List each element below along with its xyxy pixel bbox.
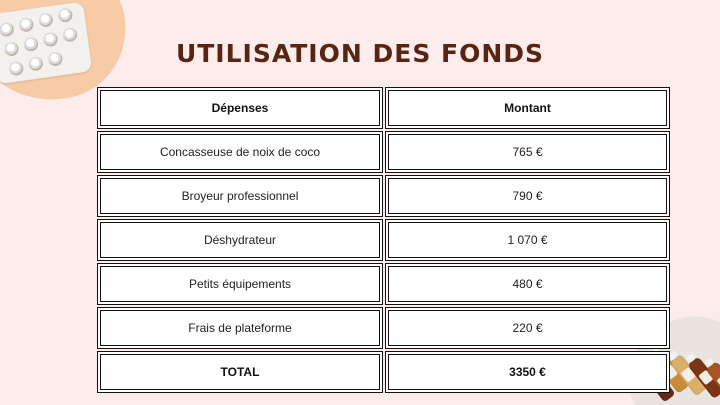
table-header-row bbox=[97, 87, 670, 129]
header-expense: Dépenses bbox=[97, 87, 383, 129]
expense-cell: Frais de plateforme bbox=[97, 307, 383, 349]
table-row bbox=[97, 307, 670, 349]
amount-cell: 480 € bbox=[385, 263, 670, 305]
amount-cell: 1 070 € bbox=[385, 219, 670, 261]
expense-cell: Déshydrateur bbox=[97, 219, 383, 261]
table-row bbox=[97, 263, 670, 305]
product-cup-image bbox=[0, 22, 15, 38]
expense-cell: Concasseuse de noix de coco bbox=[97, 131, 383, 173]
amount-cell: 220 € bbox=[385, 307, 670, 349]
amount-cell: 790 € bbox=[385, 175, 670, 217]
table-total-row bbox=[97, 351, 670, 393]
product-cup-image bbox=[38, 12, 54, 28]
header-amount: Montant bbox=[385, 87, 670, 129]
amount-cell: 765 € bbox=[385, 131, 670, 173]
slide-title: UTILISATION DES FONDS bbox=[175, 39, 545, 68]
table-row bbox=[97, 131, 670, 173]
product-cup-image bbox=[57, 7, 73, 23]
table-row bbox=[97, 219, 670, 261]
total-amount: 3350 € bbox=[385, 351, 670, 393]
table-row bbox=[97, 175, 670, 217]
expense-cell: Broyeur professionnel bbox=[97, 175, 383, 217]
total-label: TOTAL bbox=[97, 351, 383, 393]
expense-cell: Petits équipements bbox=[97, 263, 383, 305]
product-cup-image bbox=[18, 17, 34, 33]
funds-table bbox=[97, 87, 670, 396]
